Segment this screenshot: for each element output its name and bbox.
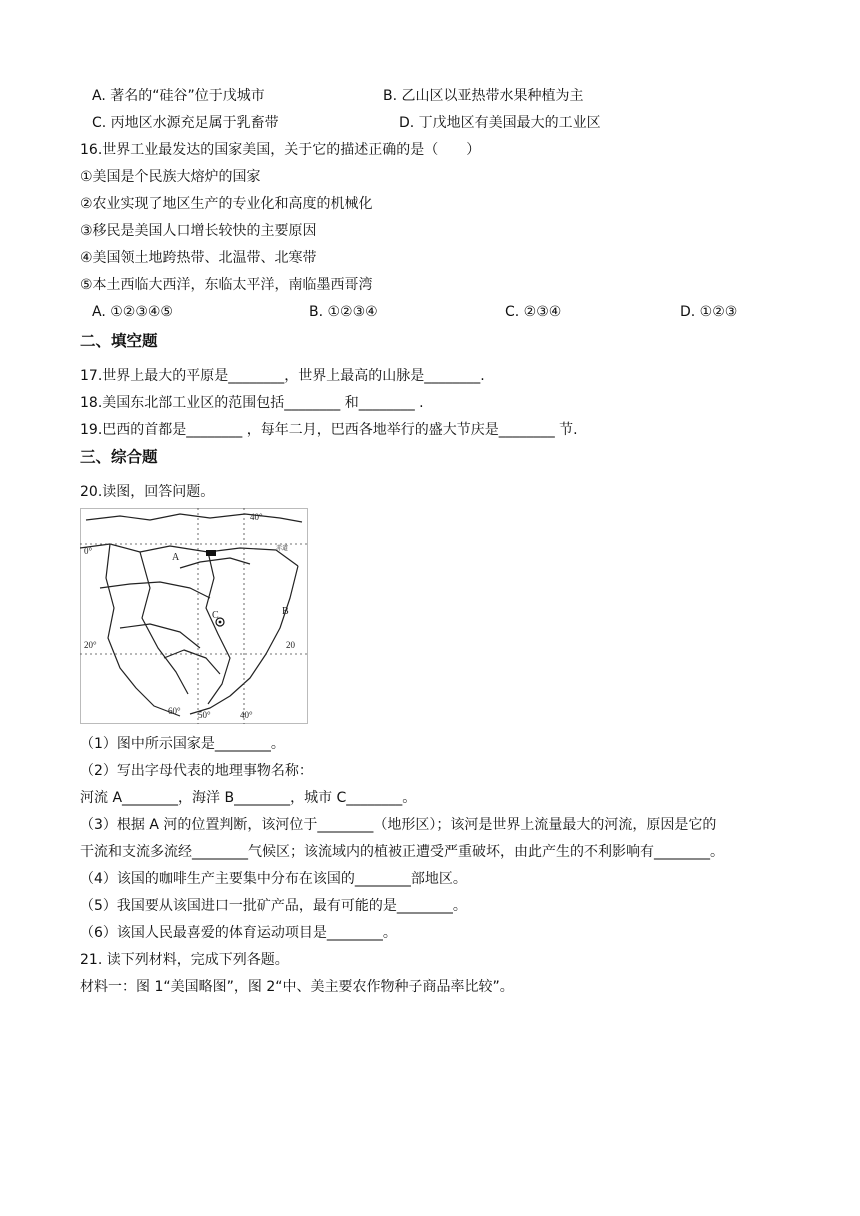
q16-statement-4: ④美国领土地跨热带、北温带、北寒带 xyxy=(80,250,317,266)
q16-option-b[interactable]: B. ①②③④ xyxy=(309,304,378,320)
q20-part-1: （1）图中所示国家是________。 xyxy=(80,736,285,752)
map-label-ocean-b: B xyxy=(282,606,289,617)
map-label-lon40-top: 40° xyxy=(250,512,263,522)
q15-option-a[interactable]: A. 著名的“硅谷”位于戊城市 xyxy=(92,88,265,104)
q16-stem: 16.世界工业最发达的国家美国，关于它的描述正确的是（ ） xyxy=(80,142,481,158)
q16-option-d[interactable]: D. ①②③ xyxy=(680,304,738,320)
q20-stem: 20.读图，回答问题。 xyxy=(80,484,215,500)
map-label-lat0: 0° xyxy=(84,546,93,556)
q21-stem: 21. 读下列材料，完成下列各题。 xyxy=(80,952,289,968)
map-label-river-a: A xyxy=(172,552,180,563)
q20-part-5: （5）我国要从该国进口一批矿产品，最有可能的是________。 xyxy=(80,898,467,914)
q20-part-2: （2）写出字母代表的地理事物名称： xyxy=(80,763,313,779)
q21-material-1: 材料一：图 1“美国略图”，图 2“中、美主要农作物种子商品率比较”。 xyxy=(80,979,514,995)
q20-part-3-line2: 干流和支流多流经________气候区；该流域内的植被正遭受严重破坏，由此产生的不利影响有________。 xyxy=(80,844,724,860)
map-label-city-c: C xyxy=(212,610,219,621)
q17: 17.世界上最大的平原是________，世界上最高的山脉是________. xyxy=(80,368,485,384)
q16-statement-5: ⑤本土西临大西洋，东临太平洋，南临墨西哥湾 xyxy=(80,277,373,293)
q18: 18.美国东北部工业区的范围包括________ 和________ . xyxy=(80,395,424,411)
q20-part-6: （6）该国人民最喜爱的体育运动项目是________。 xyxy=(80,925,397,941)
section-heading-fill-blank: 二、填空题 xyxy=(80,332,158,350)
q16-statement-1: ①美国是个民族大熔炉的国家 xyxy=(80,169,261,185)
map-label-lon40-bottom: 40° xyxy=(240,710,253,720)
q20-part-3-line1: （3）根据 A 河的位置判断，该河位于________（地形区）；该河是世界上流量最大的河流，原因是它的 xyxy=(80,817,717,833)
q16-statement-3: ③移民是美国人口增长较快的主要原因 xyxy=(80,223,317,239)
brazil-map-figure xyxy=(80,508,308,724)
q16-option-c[interactable]: C. ②③④ xyxy=(505,304,562,320)
q19: 19.巴西的首都是________ ，每年二月，巴西各地举行的盛大节庆是________ 节. xyxy=(80,422,578,438)
q16-statement-2: ②农业实现了地区生产的专业化和高度的机械化 xyxy=(80,196,373,212)
q15-option-b[interactable]: B. 乙山区以亚热带水果种植为主 xyxy=(383,88,584,104)
map-label-lon60: 60° xyxy=(168,706,181,716)
map-label-lat20: 20° xyxy=(84,640,97,650)
q20-part-2-answers: 河流 A________，海洋 B________，城市 C________。 xyxy=(80,790,417,806)
map-label-right20: 20 xyxy=(286,640,295,650)
q15-option-d[interactable]: D. 丁戊地区有美国最大的工业区 xyxy=(399,115,601,131)
q16-option-a[interactable]: A. ①②③④⑤ xyxy=(92,304,173,320)
section-heading-comprehensive: 三、综合题 xyxy=(80,448,158,466)
map-label-equator: 赤道 xyxy=(276,546,289,552)
q20-part-4: （4）该国的咖啡生产主要集中分布在该国的________部地区。 xyxy=(80,871,467,887)
map-label-lon50: 50° xyxy=(198,710,211,720)
q15-option-c[interactable]: C. 丙地区水源充足属于乳畜带 xyxy=(92,115,279,131)
